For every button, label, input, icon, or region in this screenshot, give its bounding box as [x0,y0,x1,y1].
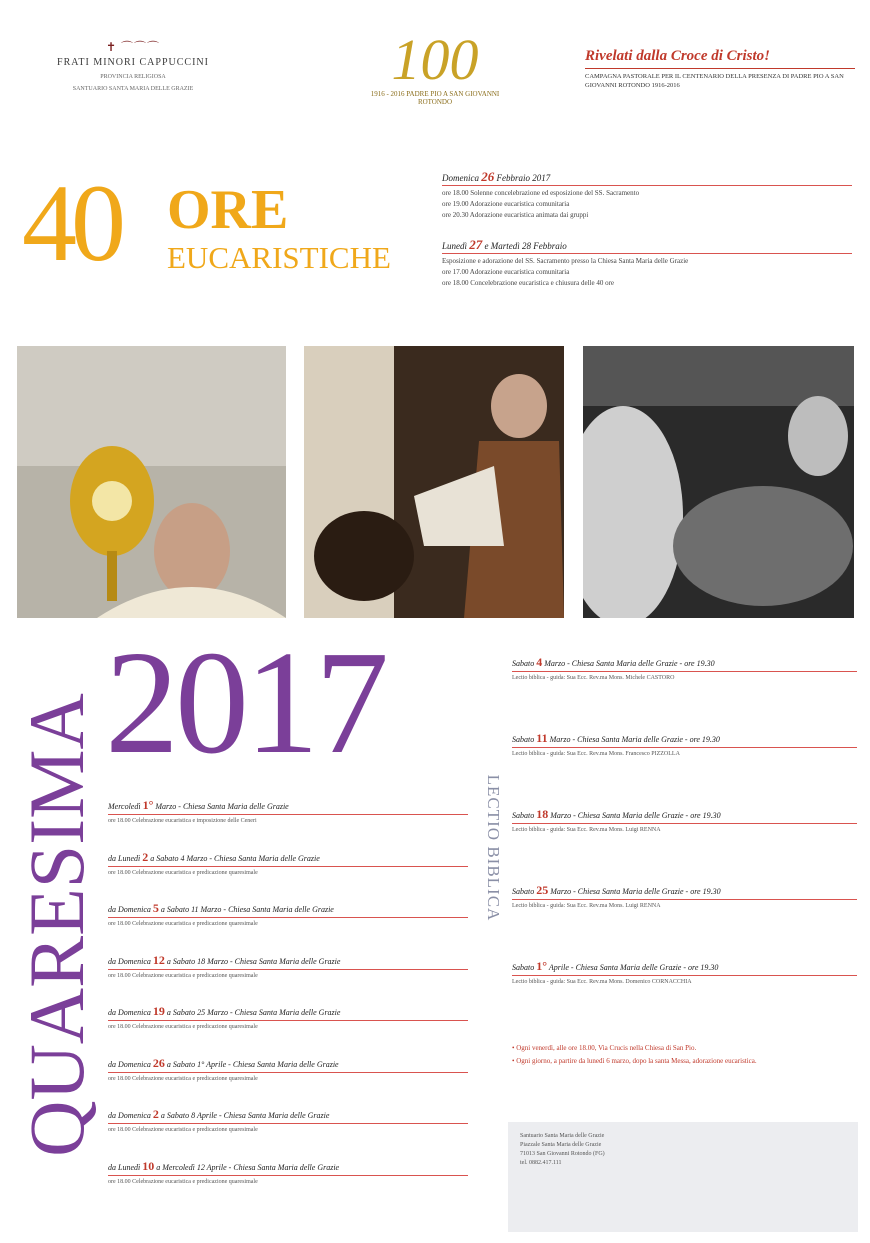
schedule-line: ore 18.00 Solenne concelebrazione ed esposizione del SS. Sacramento [442,189,640,197]
frati-logo-caption: SANTUARIO SANTA MARIA DELLE GRAZIE [72,86,194,92]
schedule-line: ore 18.00 Concelebrazione eucaristica e chiusura delle 40 ore [442,279,615,287]
schedule-line: Esposizione e adorazione del SS. Sacramento presso la Chiesa Santa Maria delle Grazie [442,257,689,265]
schedule-line: ore 19.00 Adorazione eucaristica comunitaria [442,200,570,208]
year-title: 2017 [105,621,385,785]
list-item: da Lunedì 10 a Mercoledì 12 Aprile - Chiesa Santa Maria delle Grazie ore 18.00 Celebrazione eucaristica e predicazione quaresimale [108,1159,468,1211]
centenary-logo [355,27,515,106]
photo-black-white [583,346,854,618]
ore-number: 40 [22,162,120,284]
eucaristiche-word: EUCARISTICHE [167,240,391,275]
quaresima-events [108,798,468,1210]
ore-schedule [442,169,852,290]
frati-logo-subtitle: PROVINCIA RELIGIOSA [100,74,166,80]
centenary-number: 100 [391,27,479,92]
campaign-title: Rivelati dalla Croce di Cristo! [585,48,771,64]
campaign-rule [585,68,855,69]
schedule-line: ore 20.30 Adorazione eucaristica animata dai gruppi [442,211,589,219]
list-item: da Domenica 5 a Sabato 11 Marzo - Chiesa Santa Maria delle Grazie ore 18.00 Celebrazione eucaristica e predicazione quaresimale [108,901,468,953]
frati-logo [38,38,228,92]
list-item: da Domenica 19 a Sabato 25 Marzo - Chiesa Santa Maria delle Grazie ore 18.00 Celebrazione eucaristica e predicazione quaresimale [108,1004,468,1056]
photo-blessing [304,346,564,618]
schedule-rule [442,185,852,186]
photo-monstrance [17,346,286,618]
frati-logo-mark: ✝ ⌒⌒⌒ [105,40,161,54]
list-item: da Domenica 2 a Sabato 8 Aprile - Chiesa Santa Maria delle Grazie ore 18.00 Celebrazione eucaristica e predicazione quaresimale [108,1107,468,1159]
list-item: Sabato 4 Marzo - Chiesa Santa Maria delle Grazie - ore 19.30 Lectio biblica - guida: Sua Ecc. Rev.ma Mons. Michele CASTORO [512,655,857,731]
quaresima-title [13,640,100,1210]
list-item: Sabato 25 Marzo - Chiesa Santa Maria delle Grazie - ore 19.30 Lectio biblica - guida: Sua Ecc. Rev.ma Mons. Luigi RENNA [512,883,857,959]
schedule-block-1 [442,169,852,220]
schedule-block-2 [442,237,852,288]
list-item: Mercoledì 1° Marzo - Chiesa Santa Maria delle Grazie ore 18.00 Celebrazione eucaristica e imposizione delle Ceneri [108,798,468,850]
lectio-title [478,650,508,1045]
centenary-caption: 1916 - 2016 PADRE PIO A SAN GIOVANNI ROTONDO [370,90,500,106]
ore-word: ORE [167,179,289,241]
list-item: da Domenica 26 a Sabato 1° Aprile - Chiesa Santa Maria delle Grazie ore 18.00 Celebrazione eucaristica e predicazione quaresimale [108,1056,468,1108]
list-item: da Lunedì 2 a Sabato 4 Marzo - Chiesa Santa Maria delle Grazie ore 18.00 Celebrazione eucaristica e predicazione quaresimale [108,850,468,902]
list-item: Sabato 18 Marzo - Chiesa Santa Maria delle Grazie - ore 19.30 Lectio biblica - guida: Sua Ecc. Rev.ma Mons. Luigi RENNA [512,807,857,883]
quaresima-word: QUARESIMA [13,693,100,1157]
campaign-subtitle: CAMPAGNA PASTORALE PER IL CENTENARIO DELLA PRESENZA DI PADRE PIO A SAN GIOVANNI ROTONDO 1916-2016 [585,73,844,89]
note-line: • Ogni venerdì, alle ore 18.00, Via Crucis nella Chiesa di San Pio. [512,1044,697,1052]
campaign-logo [585,48,855,90]
notes [512,1043,857,1069]
info-box [508,1122,858,1232]
lectio-word: LECTIO BIBLICA [484,774,503,921]
schedule-line: ore 17.00 Adorazione eucaristica comunitaria [442,268,570,276]
schedule-head: Lunedì 27 e Martedì 28 Febbraio [442,237,567,252]
lectio-events [512,655,857,1035]
info-line: 71013 San Giovanni Rotondo (FG) [520,1151,605,1157]
info-line: Santuario Santa Maria delle Grazie [520,1133,605,1139]
info-line: tel. 0882.417.111 [520,1160,562,1166]
list-item: Sabato 1° Aprile - Chiesa Santa Maria delle Grazie - ore 19.30 Lectio biblica - guida: Sua Ecc. Rev.ma Mons. Domenico CORNACCHIA [512,959,857,1035]
frati-logo-name: FRATI MINORI CAPPUCCINI [57,57,209,68]
info-line: Piazzale Santa Maria delle Grazie [520,1142,602,1148]
list-item: Sabato 11 Marzo - Chiesa Santa Maria delle Grazie - ore 19.30 Lectio biblica - guida: Sua Ecc. Rev.ma Mons. Francesco PIZZOLLA [512,731,857,807]
schedule-rule [442,253,852,254]
list-item: da Domenica 12 a Sabato 18 Marzo - Chiesa Santa Maria delle Grazie ore 18.00 Celebrazione eucaristica e predicazione quaresimale [108,953,468,1005]
note-line: • Ogni giorno, a partire da lunedì 6 marzo, dopo la santa Messa, adorazione eucaristica. [512,1057,757,1065]
schedule-head: Domenica 26 Febbraio 2017 [442,169,551,184]
ore-title [22,162,391,284]
